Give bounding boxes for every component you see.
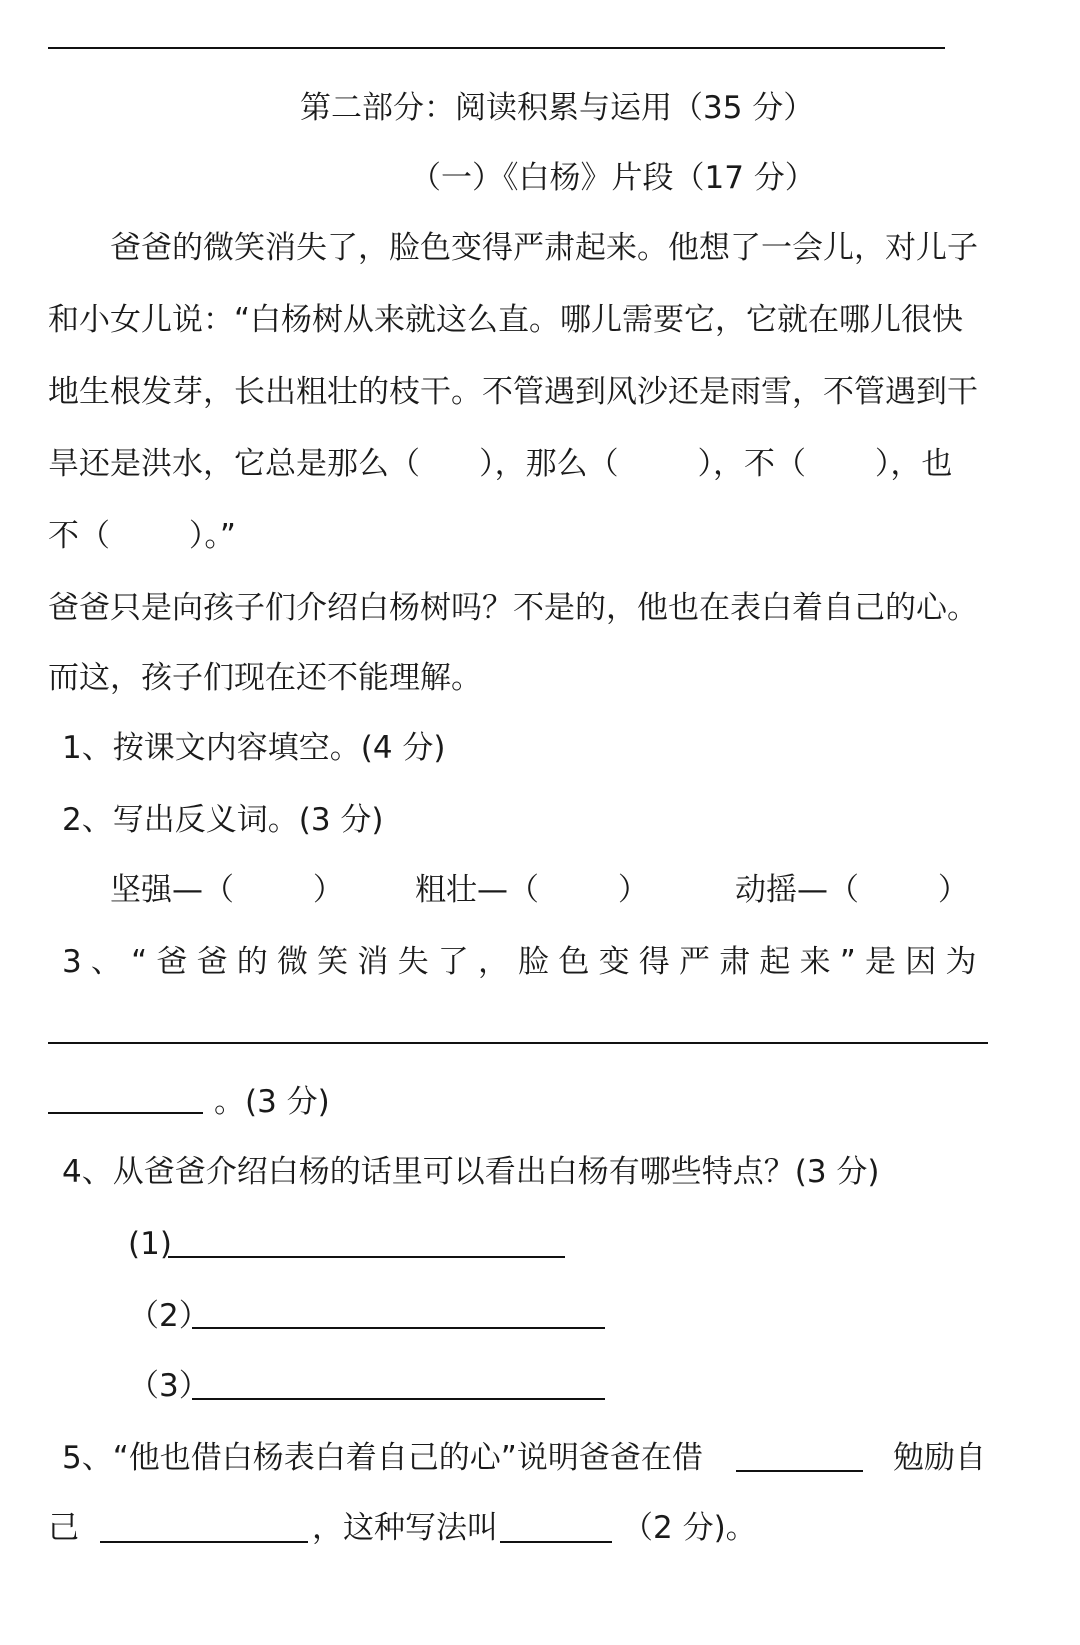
feature-answer-line-2[interactable] — [192, 1327, 605, 1329]
passage-line-2: 和小女儿说：“白杨树从来就这么直。哪儿需要它，它就在哪儿很快 — [48, 302, 964, 338]
feature-label-2: （2） — [128, 1298, 210, 1334]
answer-line-q3[interactable] — [48, 1042, 988, 1044]
question-3: 3、“爸爸的微笑消失了，脸色变得严肃起来”是因为 — [62, 944, 986, 980]
passage-line-3: 地生根发芽，长出粗壮的枝干。不管遇到风沙还是雨雪，不管遇到干 — [48, 374, 978, 410]
question-4: 4、从爸爸介绍白杨的话里可以看出白杨有哪些特点？(3 分) — [62, 1154, 880, 1190]
answer-line-q3-short[interactable] — [48, 1112, 203, 1114]
antonym-item-2: 粗壮—（ ） — [415, 872, 649, 908]
answer-line-q5-b[interactable] — [100, 1541, 308, 1543]
question-2: 2、写出反义词。(3 分) — [62, 802, 384, 838]
question-5-part-3: 己 — [48, 1510, 79, 1546]
passage-line-6: 爸爸只是向孩子们介绍白杨树吗？不是的，他也在表白着自己的心。 — [48, 590, 978, 626]
passage-subtitle: （一）《白杨》片段（17 分） — [410, 160, 816, 196]
passage-line-4: 旱还是洪水，它总是那么（ ），那么（ ），不（ ），也 — [48, 446, 953, 482]
passage-line-7: 而这，孩子们现在还不能理解。 — [48, 660, 482, 696]
question-5-part-4: ，这种写法叫 — [312, 1510, 498, 1546]
question-1: 1、按课文内容填空。(4 分) — [62, 730, 446, 766]
antonym-item-1: 坚强—（ ） — [110, 872, 344, 908]
section-title: 第二部分：阅读积累与运用（35 分） — [300, 90, 815, 126]
question-5-part-1: 5、“他也借白杨表白着自己的心”说明爸爸在借 — [62, 1440, 703, 1476]
answer-line-q5-c[interactable] — [500, 1541, 612, 1543]
top-rule — [48, 47, 945, 49]
feature-label-1: (1) — [128, 1226, 172, 1262]
passage-line-1: 爸爸的微笑消失了，脸色变得严肃起来。他想了一会儿，对儿子 — [110, 230, 978, 266]
question-5-score: （2 分)。 — [622, 1510, 757, 1546]
passage-line-5: 不（ ）。” — [48, 518, 236, 554]
antonym-item-3: 动摇—（ ） — [735, 872, 969, 908]
feature-label-3: （3） — [128, 1368, 210, 1404]
question-3-score: 。(3 分) — [214, 1084, 330, 1120]
feature-answer-line-1[interactable] — [168, 1256, 565, 1258]
answer-line-q5-a[interactable] — [736, 1470, 863, 1472]
feature-answer-line-3[interactable] — [192, 1398, 605, 1400]
question-5-part-2: 勉励自 — [893, 1440, 986, 1476]
